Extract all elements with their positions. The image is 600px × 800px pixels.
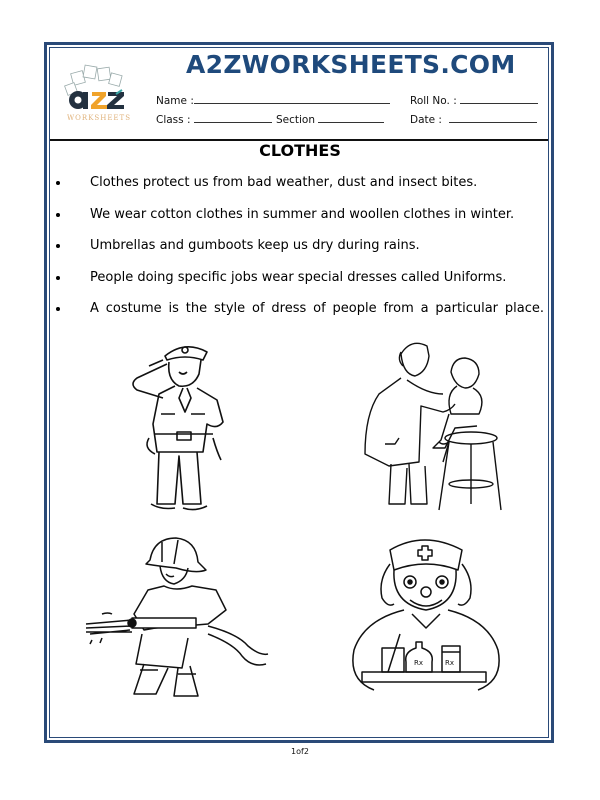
name-input-line[interactable] — [194, 93, 390, 104]
doctor-illustration — [355, 334, 505, 514]
class-field[interactable] — [156, 112, 272, 126]
list-item: A costume is the style of dress of people from a particular place. — [50, 300, 550, 332]
firefighter-illustration — [82, 530, 272, 705]
list-item: Umbrellas and gumboots keep us dry during rains. — [50, 237, 550, 269]
page-title: CLOTHES — [259, 141, 341, 160]
bullet-icon — [56, 213, 60, 217]
section-field[interactable] — [276, 112, 384, 126]
list-item: People doing specific jobs wear special dresses called Uniforms. — [50, 269, 550, 301]
page-indicator: 1of2 — [291, 747, 309, 756]
police-officer-illustration — [115, 334, 235, 519]
list-item: We wear cotton clothes in summer and woollen clothes in winter. — [50, 206, 550, 238]
roll-no-input-line[interactable] — [460, 93, 538, 104]
fact-list — [50, 174, 550, 332]
date-input-line[interactable] — [449, 112, 537, 123]
a2z-logo-icon — [58, 62, 140, 126]
date-field[interactable] — [410, 112, 537, 126]
site-title: A2ZWORKSHEETS.COM — [186, 50, 516, 79]
bullet-icon — [56, 276, 60, 280]
svg-text:Rx: Rx — [445, 659, 455, 667]
svg-text:Rx: Rx — [414, 659, 424, 667]
class-label: Class : — [156, 114, 191, 126]
section-label: Section — [276, 114, 316, 126]
section-input-line[interactable] — [318, 112, 384, 123]
list-item: Clothes protect us from bad weather, dust and insect bites. — [50, 174, 550, 206]
class-input-line[interactable] — [194, 112, 272, 123]
svg-text:WORKSHEETS: WORKSHEETS — [66, 114, 132, 122]
nurse-illustration — [338, 530, 508, 705]
date-label: Date : — [410, 114, 442, 126]
name-field[interactable] — [156, 93, 390, 107]
roll-no-field[interactable] — [410, 93, 538, 107]
bullet-icon — [56, 307, 60, 311]
roll-no-label: Roll No. : — [410, 95, 457, 107]
bullet-icon — [56, 244, 60, 248]
bullet-icon — [56, 181, 60, 185]
name-label: Name : — [156, 95, 194, 107]
